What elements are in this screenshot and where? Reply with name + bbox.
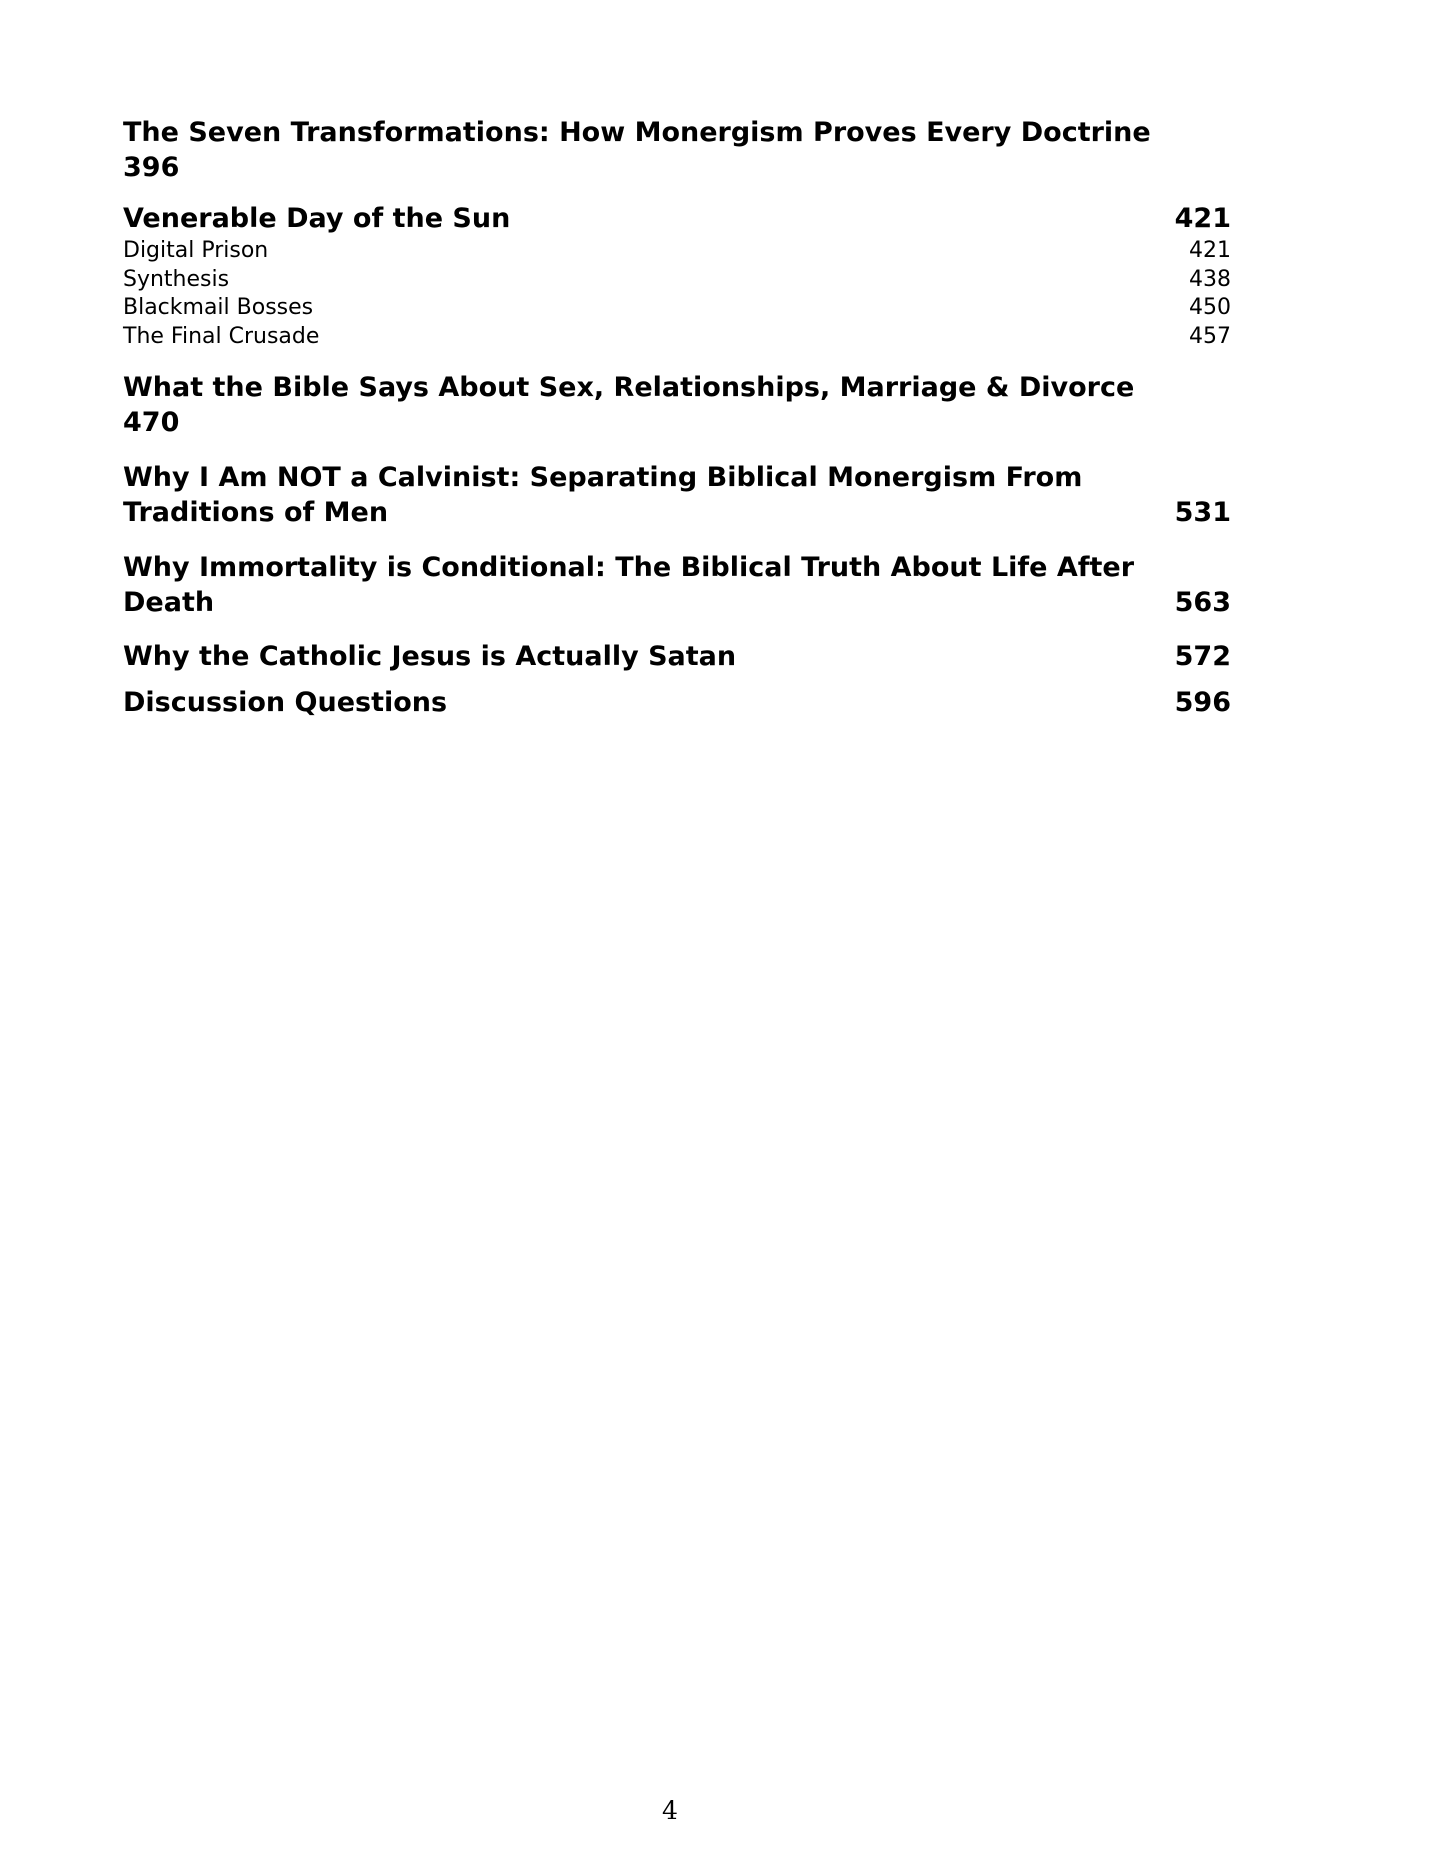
toc-subentry	[123, 237, 1231, 266]
toc-entry-page: 421	[1174, 203, 1231, 234]
toc-entry-page: 572	[1174, 641, 1231, 672]
toc-subentry-page: 450	[1189, 295, 1231, 320]
toc-subentry	[123, 294, 1231, 323]
toc-entry-title: Why the Catholic Jesus is Actually Satan	[123, 641, 737, 672]
toc-subentry-title: Synthesis	[123, 266, 230, 292]
toc-entry-title: What the Bible Says About Sex, Relationships, Marriage & Divorce	[123, 372, 1135, 403]
toc-subentry	[123, 266, 1231, 295]
toc-subentry-title: Blackmail Bosses	[123, 295, 314, 320]
toc-entry-bible-sex-marriage	[123, 370, 1231, 440]
toc-entry-title-line-2: Traditions of Men	[123, 497, 389, 528]
toc-entry-title-line-1: Why Immortality is Conditional: The Biblical Truth About Life After	[123, 552, 1135, 583]
page-number: 4	[662, 1796, 678, 1825]
toc-subentry-page: 421	[1189, 238, 1231, 263]
toc-entry-not-calvinist	[123, 460, 1231, 530]
toc-subentry-title: The Final Crusade	[123, 323, 320, 349]
toc-entry-seven-transformations	[123, 115, 1231, 185]
toc-subentry-page: 457	[1189, 323, 1231, 349]
toc-entry-venerable-day	[123, 201, 1231, 236]
toc-entry-discussion-questions	[123, 685, 1231, 720]
toc-entry-page: 596	[1174, 687, 1231, 718]
toc-entry-page: 563	[1174, 587, 1231, 618]
toc-subentry	[123, 323, 1231, 352]
toc-entry-title: Venerable Day of the Sun	[123, 203, 511, 234]
toc-entry-catholic-jesus	[123, 639, 1231, 674]
toc-entry-page: 470	[123, 407, 180, 438]
toc-entry-page: 531	[1174, 497, 1231, 528]
toc-entry-conditional-immortality	[123, 550, 1231, 620]
toc-subentry-page: 438	[1189, 266, 1231, 292]
toc-entry-title: Discussion Questions	[123, 687, 448, 718]
toc-entry-title-line-1: Why I Am NOT a Calvinist: Separating Biblical Monergism From	[123, 462, 1083, 493]
toc-entry-page: 396	[123, 152, 180, 183]
toc-subentries	[123, 237, 1231, 351]
toc-subentry-title: Digital Prison	[123, 238, 269, 263]
toc-entry-title: The Seven Transformations: How Monergism Proves Every Doctrine	[123, 117, 1151, 148]
toc-entry-title-line-2: Death	[123, 587, 215, 618]
